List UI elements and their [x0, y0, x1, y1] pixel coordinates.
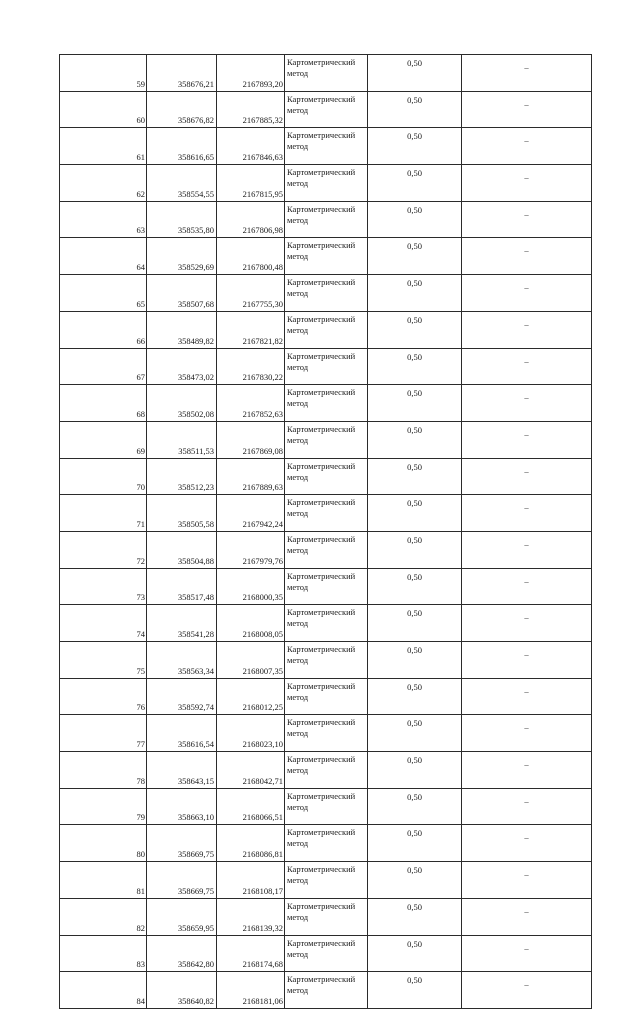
method-label: метод	[287, 728, 309, 739]
method-label: Картометрический	[287, 497, 356, 508]
y-coordinate-cell: 2168007,35	[217, 642, 285, 679]
table-row	[60, 91, 592, 128]
method-label: Картометрический	[287, 827, 356, 838]
method-label: Картометрический	[287, 240, 356, 251]
method-cell	[285, 275, 368, 312]
x-coordinate-cell: 358554,55	[147, 165, 217, 202]
description-cell: –	[462, 201, 592, 238]
point-number-cell: 73	[60, 568, 147, 605]
method-label: метод	[287, 68, 309, 78]
method-label: метод	[287, 985, 309, 996]
table-row	[60, 458, 592, 495]
coordinates-table	[59, 54, 592, 1009]
method-cell	[285, 825, 368, 862]
description-cell: –	[462, 935, 592, 972]
y-coordinate-cell: 2168086,81	[217, 825, 285, 862]
x-coordinate-cell: 358529,69	[147, 238, 217, 275]
x-coordinate-cell: 358642,80	[147, 935, 217, 972]
y-coordinate-cell: 2168042,71	[217, 752, 285, 789]
method-cell	[285, 421, 368, 458]
x-coordinate-cell: 358669,75	[147, 825, 217, 862]
table-row	[60, 55, 592, 92]
x-coordinate-cell: 358640,82	[147, 972, 217, 1009]
method-cell	[285, 972, 368, 1009]
point-number-cell: 61	[60, 128, 147, 165]
y-coordinate-cell: 2167815,95	[217, 165, 285, 202]
precision-cell: 0,50	[368, 568, 462, 605]
x-coordinate-cell: 358541,28	[147, 605, 217, 642]
x-coordinate-cell: 358669,75	[147, 862, 217, 899]
y-coordinate-cell: 2168000,35	[217, 568, 285, 605]
description-cell: –	[462, 862, 592, 899]
precision-cell: 0,50	[368, 972, 462, 1009]
method-label: метод	[287, 655, 309, 665]
x-coordinate-cell: 358592,74	[147, 678, 217, 715]
point-number-cell: 60	[60, 91, 147, 128]
x-coordinate-cell: 358676,21	[147, 55, 217, 92]
method-label: метод	[287, 288, 309, 299]
y-coordinate-cell: 2168181,06	[217, 972, 285, 1009]
description-cell: –	[462, 385, 592, 422]
point-number-cell: 70	[60, 458, 147, 495]
y-coordinate-cell: 2168139,32	[217, 898, 285, 935]
method-label: метод	[287, 324, 309, 335]
description-cell: –	[462, 91, 592, 128]
precision-cell: 0,50	[368, 458, 462, 495]
method-label: Картометрический	[287, 607, 356, 618]
method-cell	[285, 238, 368, 275]
method-label: Картометрический	[287, 203, 356, 214]
method-label: Картометрический	[287, 644, 356, 654]
point-number-cell: 74	[60, 605, 147, 642]
point-number-cell: 79	[60, 788, 147, 825]
table-row	[60, 238, 592, 275]
point-number-cell: 78	[60, 752, 147, 789]
point-number-cell: 67	[60, 348, 147, 385]
x-coordinate-cell: 358616,65	[147, 128, 217, 165]
precision-cell: 0,50	[368, 275, 462, 312]
description-cell: –	[462, 531, 592, 568]
precision-cell: 0,50	[368, 715, 462, 752]
y-coordinate-cell: 2167893,20	[217, 55, 285, 92]
description-cell: –	[462, 642, 592, 679]
method-label: Картометрический	[287, 680, 356, 691]
description-cell: –	[462, 348, 592, 385]
precision-cell: 0,50	[368, 55, 462, 92]
method-label: метод	[287, 911, 309, 922]
method-cell	[285, 752, 368, 789]
point-number-cell: 62	[60, 165, 147, 202]
method-label: Картометрический	[287, 130, 356, 141]
y-coordinate-cell: 2167846,63	[217, 128, 285, 165]
method-cell	[285, 642, 368, 679]
description-cell: –	[462, 128, 592, 165]
table-row	[60, 972, 592, 1009]
precision-cell: 0,50	[368, 678, 462, 715]
table-row	[60, 275, 592, 312]
method-cell	[285, 898, 368, 935]
point-number-cell: 68	[60, 385, 147, 422]
point-number-cell: 80	[60, 825, 147, 862]
table-row	[60, 678, 592, 715]
description-cell: –	[462, 421, 592, 458]
method-label: метод	[287, 471, 309, 482]
table-row	[60, 421, 592, 458]
table-row	[60, 201, 592, 238]
table-row	[60, 642, 592, 679]
table-row	[60, 862, 592, 899]
table-row	[60, 935, 592, 972]
description-cell: –	[462, 275, 592, 312]
method-label: Картометрический	[287, 313, 356, 324]
precision-cell: 0,50	[368, 311, 462, 348]
method-label: Картометрический	[287, 277, 356, 288]
method-label: Картометрический	[287, 937, 356, 948]
method-label: метод	[287, 948, 309, 959]
y-coordinate-cell: 2167885,32	[217, 91, 285, 128]
method-cell	[285, 348, 368, 385]
description-cell: –	[462, 715, 592, 752]
y-coordinate-cell: 2167800,48	[217, 238, 285, 275]
method-label: метод	[287, 691, 309, 702]
precision-cell: 0,50	[368, 862, 462, 899]
point-number-cell: 77	[60, 715, 147, 752]
method-label: метод	[287, 251, 309, 262]
method-label: Картометрический	[287, 864, 356, 875]
method-label: метод	[287, 618, 309, 629]
y-coordinate-cell: 2167852,63	[217, 385, 285, 422]
table-row	[60, 128, 592, 165]
precision-cell: 0,50	[368, 531, 462, 568]
point-number-cell: 84	[60, 972, 147, 1009]
point-number-cell: 69	[60, 421, 147, 458]
method-label: Картометрический	[287, 93, 356, 104]
table-row	[60, 788, 592, 825]
point-number-cell: 71	[60, 495, 147, 532]
method-cell	[285, 128, 368, 165]
y-coordinate-cell: 2168174,68	[217, 935, 285, 972]
y-coordinate-cell: 2167806,98	[217, 201, 285, 238]
method-label: Картометрический	[287, 790, 356, 801]
method-label: Картометрический	[287, 423, 356, 434]
precision-cell: 0,50	[368, 935, 462, 972]
description-cell: –	[462, 495, 592, 532]
x-coordinate-cell: 358676,82	[147, 91, 217, 128]
method-label: метод	[287, 361, 309, 372]
y-coordinate-cell: 2167979,76	[217, 531, 285, 568]
method-label: Картометрический	[287, 974, 356, 985]
method-label: метод	[287, 801, 309, 812]
description-cell: –	[462, 678, 592, 715]
method-cell	[285, 531, 368, 568]
method-label: Картометрический	[287, 167, 356, 178]
method-cell	[285, 458, 368, 495]
method-label: Картометрический	[287, 570, 356, 581]
method-cell	[285, 788, 368, 825]
x-coordinate-cell: 358504,88	[147, 531, 217, 568]
method-cell	[285, 862, 368, 899]
x-coordinate-cell: 358616,54	[147, 715, 217, 752]
description-cell: –	[462, 238, 592, 275]
y-coordinate-cell: 2167869,08	[217, 421, 285, 458]
method-label: метод	[287, 544, 309, 555]
method-cell	[285, 165, 368, 202]
precision-cell: 0,50	[368, 385, 462, 422]
precision-cell: 0,50	[368, 788, 462, 825]
method-cell	[285, 605, 368, 642]
method-label: метод	[287, 141, 309, 152]
precision-cell: 0,50	[368, 128, 462, 165]
table-row	[60, 385, 592, 422]
point-number-cell: 82	[60, 898, 147, 935]
method-label: метод	[287, 178, 309, 189]
x-coordinate-cell: 358659,95	[147, 898, 217, 935]
method-cell	[285, 568, 368, 605]
precision-cell: 0,50	[368, 642, 462, 679]
point-number-cell: 72	[60, 531, 147, 568]
precision-cell: 0,50	[368, 238, 462, 275]
method-label: Картометрический	[287, 387, 356, 398]
y-coordinate-cell: 2168066,51	[217, 788, 285, 825]
method-cell	[285, 935, 368, 972]
table-row	[60, 825, 592, 862]
y-coordinate-cell: 2168008,05	[217, 605, 285, 642]
method-label: метод	[287, 875, 309, 886]
description-cell: –	[462, 825, 592, 862]
point-number-cell: 64	[60, 238, 147, 275]
table-row	[60, 752, 592, 789]
precision-cell: 0,50	[368, 165, 462, 202]
method-cell	[285, 678, 368, 715]
method-label: метод	[287, 765, 309, 776]
precision-cell: 0,50	[368, 201, 462, 238]
method-label: метод	[287, 214, 309, 225]
x-coordinate-cell: 358563,34	[147, 642, 217, 679]
precision-cell: 0,50	[368, 348, 462, 385]
description-cell: –	[462, 568, 592, 605]
x-coordinate-cell: 358502,08	[147, 385, 217, 422]
point-number-cell: 65	[60, 275, 147, 312]
description-cell: –	[462, 311, 592, 348]
table-row	[60, 495, 592, 532]
y-coordinate-cell: 2167755,30	[217, 275, 285, 312]
method-label: метод	[287, 104, 309, 115]
method-label: метод	[287, 581, 309, 592]
x-coordinate-cell: 358512,23	[147, 458, 217, 495]
point-number-cell: 83	[60, 935, 147, 972]
point-number-cell: 66	[60, 311, 147, 348]
description-cell: –	[462, 752, 592, 789]
table-row	[60, 715, 592, 752]
x-coordinate-cell: 358507,68	[147, 275, 217, 312]
method-label: метод	[287, 398, 309, 409]
method-cell	[285, 385, 368, 422]
description-cell: –	[462, 165, 592, 202]
method-label: Картометрический	[287, 900, 356, 911]
x-coordinate-cell: 358511,53	[147, 421, 217, 458]
x-coordinate-cell: 358643,15	[147, 752, 217, 789]
description-cell: –	[462, 898, 592, 935]
description-cell: –	[462, 55, 592, 92]
method-label: метод	[287, 838, 309, 849]
point-number-cell: 75	[60, 642, 147, 679]
method-label: Картометрический	[287, 533, 356, 544]
x-coordinate-cell: 358535,80	[147, 201, 217, 238]
method-label: Картометрический	[287, 350, 356, 361]
table-row	[60, 898, 592, 935]
x-coordinate-cell: 358505,58	[147, 495, 217, 532]
method-label: метод	[287, 508, 309, 519]
y-coordinate-cell: 2168023,10	[217, 715, 285, 752]
method-cell	[285, 495, 368, 532]
method-cell	[285, 55, 368, 92]
y-coordinate-cell: 2167830,22	[217, 348, 285, 385]
table-row	[60, 531, 592, 568]
method-cell	[285, 91, 368, 128]
method-label: Картометрический	[287, 754, 356, 765]
description-cell: –	[462, 788, 592, 825]
point-number-cell: 76	[60, 678, 147, 715]
y-coordinate-cell: 2167821,82	[217, 311, 285, 348]
x-coordinate-cell: 358473,02	[147, 348, 217, 385]
method-cell	[285, 715, 368, 752]
method-label: метод	[287, 434, 309, 445]
coordinates-table-body	[60, 55, 592, 1009]
table-row	[60, 605, 592, 642]
precision-cell: 0,50	[368, 91, 462, 128]
precision-cell: 0,50	[368, 605, 462, 642]
description-cell: –	[462, 972, 592, 1009]
precision-cell: 0,50	[368, 421, 462, 458]
x-coordinate-cell: 358517,48	[147, 568, 217, 605]
table-row	[60, 311, 592, 348]
table-row	[60, 348, 592, 385]
y-coordinate-cell: 2167942,24	[217, 495, 285, 532]
table-row	[60, 165, 592, 202]
point-number-cell: 59	[60, 55, 147, 92]
precision-cell: 0,50	[368, 825, 462, 862]
y-coordinate-cell: 2168012,25	[217, 678, 285, 715]
description-cell: –	[462, 458, 592, 495]
method-label: Картометрический	[287, 57, 356, 67]
precision-cell: 0,50	[368, 752, 462, 789]
x-coordinate-cell: 358663,10	[147, 788, 217, 825]
point-number-cell: 81	[60, 862, 147, 899]
method-label: Картометрический	[287, 717, 356, 728]
y-coordinate-cell: 2167889,63	[217, 458, 285, 495]
description-cell: –	[462, 605, 592, 642]
precision-cell: 0,50	[368, 495, 462, 532]
method-cell	[285, 311, 368, 348]
method-cell	[285, 201, 368, 238]
x-coordinate-cell: 358489,82	[147, 311, 217, 348]
table-row	[60, 568, 592, 605]
y-coordinate-cell: 2168108,17	[217, 862, 285, 899]
precision-cell: 0,50	[368, 898, 462, 935]
point-number-cell: 63	[60, 201, 147, 238]
method-label: Картометрический	[287, 460, 356, 471]
